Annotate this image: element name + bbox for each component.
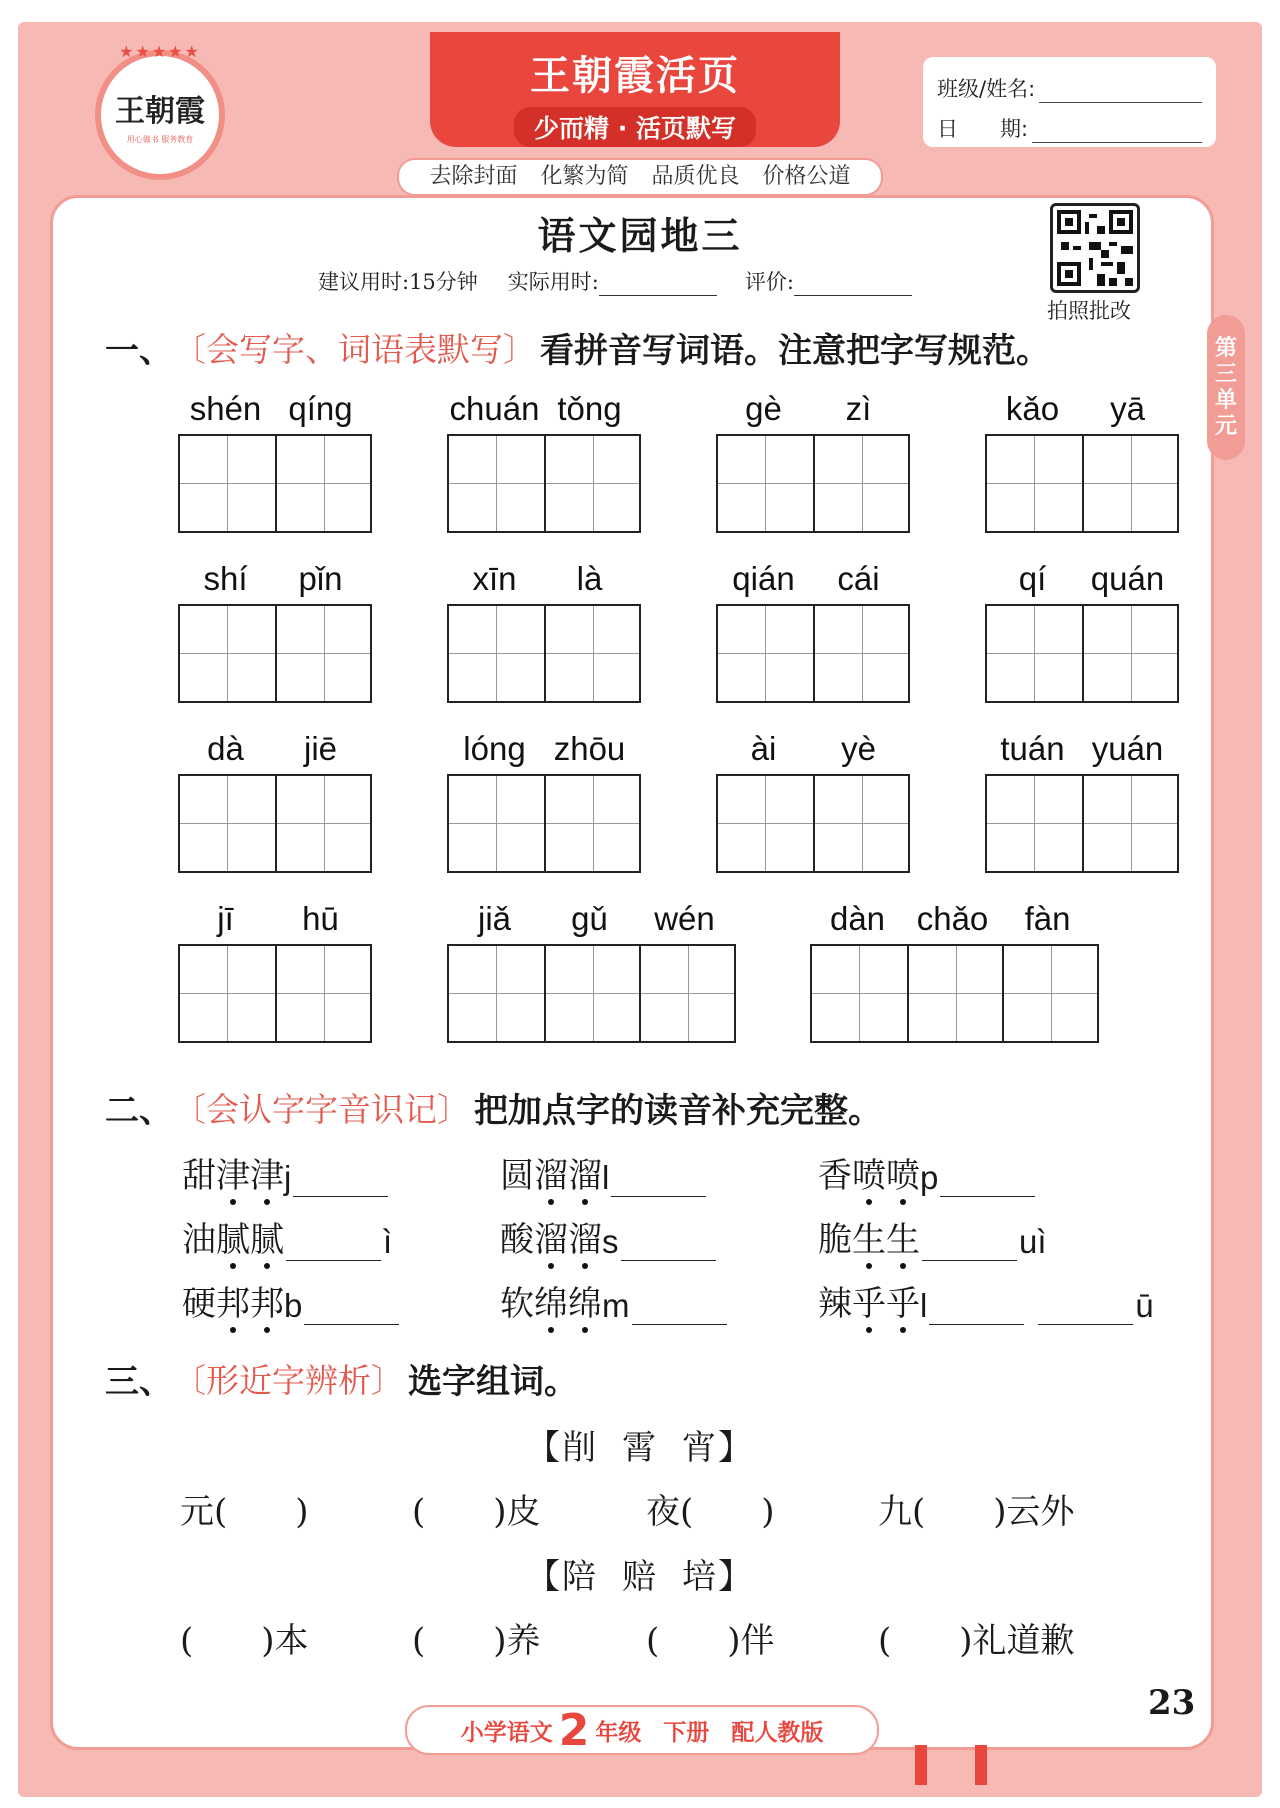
pinyin-word [716, 560, 910, 703]
word-char: 软 [500, 1284, 534, 1324]
pinyin-syllable: qián [732, 560, 795, 597]
pinyin-hint: m [602, 1287, 630, 1324]
writing-cell[interactable] [449, 946, 544, 1041]
writing-cell[interactable] [544, 606, 639, 701]
pinyin-syllable: zì [845, 390, 872, 427]
answer-blank[interactable] [922, 1230, 1017, 1261]
pronunciation-item [818, 1148, 1037, 1197]
pinyin-syllable: quán [1090, 560, 1165, 597]
pinyin-syllable: jiē [303, 730, 338, 767]
answer-blank[interactable] [1038, 1294, 1133, 1325]
writing-cell[interactable] [544, 436, 639, 531]
pinyin-word [716, 390, 910, 533]
dotted-char: 绵 [534, 1284, 568, 1324]
pinyin-syllable: dà [207, 730, 244, 767]
writing-boxes [716, 434, 910, 533]
writing-cell[interactable] [987, 436, 1082, 531]
dotted-char: 邦 [250, 1284, 284, 1324]
banner-title: 王朝霞活页 [530, 52, 740, 99]
pinyin-syllable: shén [189, 390, 262, 427]
pinyin-syllable: ài [750, 730, 777, 767]
writing-cell[interactable] [180, 946, 275, 1041]
writing-boxes [178, 604, 372, 703]
writing-cell[interactable] [718, 776, 813, 871]
pronunciation-item [500, 1148, 708, 1197]
writing-cell[interactable] [544, 946, 639, 1041]
pronunciation-item [182, 1276, 401, 1325]
writing-boxes [985, 434, 1179, 533]
writing-cell[interactable] [718, 606, 813, 701]
writing-cell[interactable] [813, 436, 908, 531]
class-name-field[interactable]: 班级/姓名: [937, 63, 1202, 103]
word-blank[interactable]: 元( ) [180, 1492, 309, 1532]
pinyin-hint: l [602, 1159, 610, 1196]
writing-boxes [985, 604, 1179, 703]
qr-label: 拍照批改 [1047, 299, 1131, 323]
word-char: 甜 [182, 1156, 216, 1196]
answer-blank[interactable] [286, 1230, 381, 1261]
qr-code-icon [1053, 206, 1137, 290]
dotted-char: 喷 [886, 1156, 920, 1196]
writing-boxes [810, 944, 1099, 1043]
pinyin-syllable: tuán [1000, 730, 1065, 767]
word-blank[interactable]: ( )本 [180, 1621, 309, 1661]
section-1-heading: 一、 〔会写字、词语表默写〕 看拼音写词语。注意把字写规范。 [105, 330, 1050, 371]
dotted-char: 溜 [534, 1156, 568, 1196]
pinyin-syllable: cái [837, 560, 880, 597]
actual-time-blank[interactable] [599, 275, 717, 296]
writing-boxes [447, 434, 641, 533]
writing-cell[interactable] [180, 606, 275, 701]
writing-boxes [447, 774, 641, 873]
slogan-bar: 去除封面 化繁为简 品质优良 价格公道 [397, 158, 883, 196]
pinyin-syllable: là [576, 560, 603, 597]
pinyin-syllable: jī [217, 900, 234, 937]
pinyin-syllable: lóng [463, 730, 526, 767]
pinyin-syllable: yuán [1091, 730, 1164, 767]
pinyin-hint: p [920, 1159, 939, 1196]
word-char: 硬 [182, 1284, 216, 1324]
pinyin-syllable: shí [203, 560, 248, 597]
footer-decoration [915, 1745, 927, 1785]
pronunciation-item [818, 1212, 1047, 1261]
pinyin-syllable: qí [1018, 560, 1047, 597]
writing-cell[interactable] [987, 776, 1082, 871]
answer-blank[interactable] [632, 1294, 727, 1325]
pinyin-hint: b [284, 1287, 303, 1324]
dotted-char: 溜 [568, 1156, 602, 1196]
dotted-char: 生 [886, 1220, 920, 1260]
unit-side-tab: 第 三 单 元 [1207, 315, 1245, 460]
word-char: 圆 [500, 1156, 534, 1196]
dotted-char: 津 [216, 1156, 250, 1196]
section-3-heading: 三、 〔形近字辨析〕 选字组词。 [105, 1361, 578, 1402]
dotted-char: 生 [852, 1220, 886, 1260]
pinyin-hint: uì [1019, 1223, 1047, 1260]
page-title: 语文园地三 [537, 214, 743, 258]
writing-boxes [447, 604, 641, 703]
pinyin-hint: j [284, 1159, 292, 1196]
word-blank[interactable]: 夜( ) [646, 1492, 775, 1532]
pinyin-syllable: dàn [829, 900, 886, 937]
pinyin-word [447, 390, 641, 533]
writing-cell[interactable] [275, 946, 370, 1041]
pinyin-syllable: fàn [1024, 900, 1071, 937]
writing-cell[interactable] [449, 436, 544, 531]
writing-cell[interactable] [275, 606, 370, 701]
dotted-char: 腻 [250, 1220, 284, 1260]
answer-blank[interactable] [611, 1166, 706, 1197]
pronunciation-item [500, 1212, 718, 1261]
header-banner [430, 32, 840, 147]
pinyin-syllable: gè [745, 390, 782, 427]
answer-blank[interactable] [621, 1230, 716, 1261]
writing-boxes [178, 944, 372, 1043]
pinyin-syllable: tǒng [557, 390, 622, 427]
pinyin-syllable: hū [302, 900, 339, 937]
dotted-char: 溜 [534, 1220, 568, 1260]
answer-blank[interactable] [293, 1166, 388, 1197]
pinyin-syllable: pǐn [298, 560, 343, 597]
word-blank[interactable]: 九( )云外 [878, 1492, 1075, 1532]
pinyin-hint: ì [383, 1223, 393, 1260]
pinyin-syllable: chuán [449, 390, 540, 427]
writing-boxes [716, 604, 910, 703]
section-2-heading: 二、 〔会认字字音识记〕 把加点字的读音补充完整。 [105, 1090, 882, 1131]
writing-cell[interactable] [907, 946, 1002, 1041]
writing-cell[interactable] [718, 436, 813, 531]
writing-cell[interactable] [1082, 606, 1177, 701]
word-char: 油 [182, 1220, 216, 1260]
pinyin-hint: s [602, 1223, 619, 1260]
word-char: 辣 [818, 1284, 852, 1324]
dotted-char: 乎 [886, 1284, 920, 1324]
word-blank[interactable]: ( )皮 [412, 1492, 541, 1532]
student-info-box [923, 57, 1216, 147]
pinyin-word [716, 730, 910, 873]
writing-cell[interactable] [813, 776, 908, 871]
writing-boxes [985, 774, 1179, 873]
pinyin-syllable: chǎo [916, 900, 989, 937]
writing-cell[interactable] [275, 776, 370, 871]
writing-cell[interactable] [813, 606, 908, 701]
pinyin-syllable: wén [654, 900, 715, 937]
char-group-2: 【陪 赔 培】 [526, 1557, 754, 1597]
answer-blank[interactable] [940, 1166, 1035, 1197]
pronunciation-item [182, 1212, 392, 1261]
pinyin-word [985, 560, 1179, 703]
evaluation-blank[interactable] [794, 275, 912, 296]
pronunciation-item [182, 1148, 390, 1197]
word-char: 脆 [818, 1220, 852, 1260]
dotted-char: 腻 [216, 1220, 250, 1260]
writing-cell[interactable] [1082, 776, 1177, 871]
writing-cell[interactable] [180, 436, 275, 531]
pinyin-word [810, 900, 1099, 1043]
answer-blank[interactable] [304, 1294, 399, 1325]
footer-decoration [975, 1745, 987, 1785]
pinyin-syllable: xīn [472, 560, 517, 597]
dotted-char: 绵 [568, 1284, 602, 1324]
writing-boxes [178, 774, 372, 873]
pinyin-word [447, 560, 641, 703]
pinyin-word [447, 730, 641, 873]
pinyin-word [178, 390, 372, 533]
brand-logo: ★★★★★ 王朝霞 用心做书 服务教育 [95, 50, 225, 180]
pinyin-syllable: kǎo [1005, 390, 1060, 427]
footer-bar: 小学语文 2 年级 下册 配人教版 [405, 1705, 879, 1755]
star-icon: ★★★★★ [119, 42, 201, 61]
word-char: 酸 [500, 1220, 534, 1260]
word-blank[interactable]: ( )礼道歉 [878, 1621, 1075, 1661]
writing-boxes [716, 774, 910, 873]
pinyin-syllable: yā [1110, 390, 1145, 427]
dotted-char: 邦 [216, 1284, 250, 1324]
char-group-1: 【削 霄 宵】 [526, 1428, 754, 1468]
dotted-char: 津 [250, 1156, 284, 1196]
pinyin-syllable: yè [841, 730, 876, 767]
writing-boxes [178, 434, 372, 533]
pronunciation-item [500, 1276, 729, 1325]
date-field[interactable]: 日 期: [937, 103, 1202, 143]
writing-cell[interactable] [987, 606, 1082, 701]
word-char: 香 [818, 1156, 852, 1196]
writing-boxes [447, 944, 736, 1043]
time-meta: 建议用时:15分钟 实际用时: 评价: [318, 266, 912, 296]
dotted-char: 溜 [568, 1220, 602, 1260]
writing-cell[interactable] [812, 946, 907, 1041]
pinyin-syllable: qíng [288, 390, 353, 427]
pinyin-syllable: jiǎ [477, 900, 512, 937]
pinyin-word [178, 730, 372, 873]
pinyin-hint: l [920, 1287, 928, 1324]
writing-cell[interactable] [449, 606, 544, 701]
banner-subtitle: 少而精 · 活页默写 [514, 107, 756, 147]
writing-cell[interactable] [639, 946, 734, 1041]
pinyin-word [178, 560, 372, 703]
writing-cell[interactable] [275, 436, 370, 531]
pinyin-syllable: zhōu [553, 730, 626, 767]
writing-cell[interactable] [1002, 946, 1097, 1041]
dotted-char: 乎 [852, 1284, 886, 1324]
pinyin-word [447, 900, 736, 1043]
qr-code[interactable] [1050, 203, 1140, 293]
writing-cell[interactable] [544, 776, 639, 871]
page-number: 23 [1148, 1683, 1196, 1723]
writing-cell[interactable] [180, 776, 275, 871]
word-blank[interactable]: ( )伴 [646, 1621, 775, 1661]
pinyin-word [985, 390, 1179, 533]
answer-blank[interactable] [929, 1294, 1024, 1325]
pronunciation-item [818, 1276, 1154, 1325]
writing-cell[interactable] [1082, 436, 1177, 531]
writing-cell[interactable] [449, 776, 544, 871]
pinyin-hint: ū [1135, 1287, 1154, 1324]
pinyin-word [178, 900, 372, 1043]
pinyin-word [985, 730, 1179, 873]
word-blank[interactable]: ( )养 [412, 1621, 541, 1661]
dotted-char: 喷 [852, 1156, 886, 1196]
pinyin-syllable: gǔ [571, 900, 608, 937]
